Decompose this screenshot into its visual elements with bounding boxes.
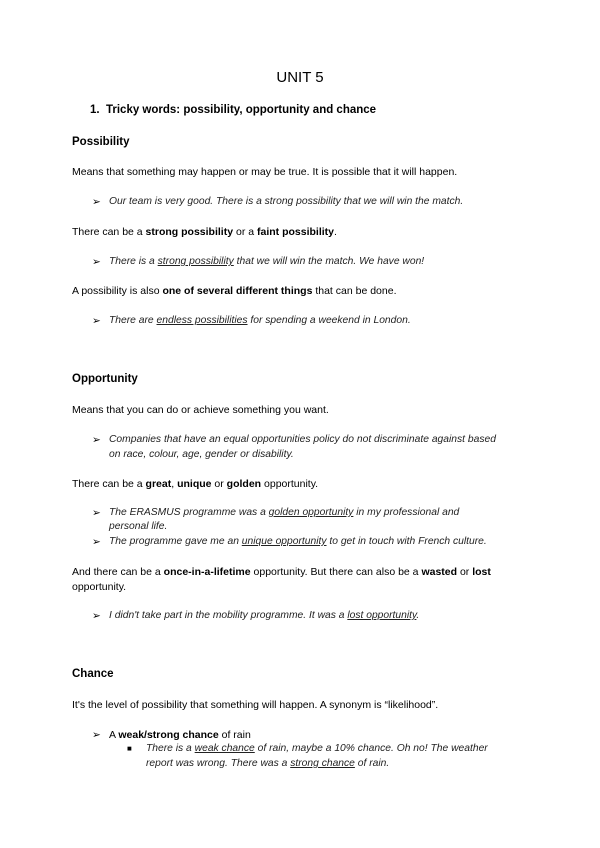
bold-term: faint possibility (257, 226, 335, 238)
text-segment: . (334, 226, 337, 238)
opportunity-example-2-line-2: personal life. (109, 521, 168, 532)
text-segment: The ERASMUS programme was a (109, 507, 269, 518)
possibility-several-things (72, 285, 397, 297)
arrow-icon: ➢ (92, 434, 101, 446)
underlined-term: strong chance (290, 758, 355, 769)
possibility-definition: Means that something may happen or may be true. It is possible that it will happen. (72, 166, 458, 178)
text-segment: And there can be a (72, 566, 164, 578)
text-segment: or (457, 566, 473, 578)
text-segment: There can be a (72, 226, 146, 238)
text-segment: , (171, 478, 178, 490)
opportunity-heading: Opportunity (72, 373, 138, 385)
text-segment: of rain. (354, 758, 390, 769)
bold-term: weak/strong chance (118, 729, 219, 741)
text-segment: or (211, 478, 227, 490)
bold-term: great (145, 478, 172, 490)
section-title: Tricky words: possibility, opportunity and chance (105, 104, 377, 116)
bold-term: strong possibility (145, 226, 234, 238)
possibility-example-3 (109, 315, 411, 326)
possibility-example-1: Our team is very good. There is a strong possibility that we will win the match. (109, 196, 464, 207)
section-number: 1. (90, 104, 100, 116)
text-segment: or a (233, 226, 257, 238)
possibility-strong-faint (72, 226, 337, 238)
underlined-term: unique opportunity (241, 536, 327, 547)
text-segment: There is a (146, 743, 195, 754)
bold-term: one of several different things (162, 285, 313, 297)
opportunity-definition: Means that you can do or achieve something you want. (72, 404, 329, 416)
underlined-term: lost opportunity (347, 610, 417, 621)
arrow-icon: ➢ (92, 315, 101, 327)
square-bullet-icon: ■ (127, 744, 132, 753)
text-segment: There is a (109, 256, 158, 267)
text-segment: There can be a (72, 478, 146, 490)
opportunity-example-4 (109, 610, 419, 621)
bold-term: golden (226, 478, 262, 490)
bold-term: wasted (421, 566, 458, 578)
text-segment: I didn't take part in the mobility programme. It was a (109, 610, 348, 621)
opportunity-once-in-a-lifetime-line-1 (72, 566, 491, 578)
text-segment: There are (109, 315, 157, 326)
text-segment: opportunity. But there can also be a (250, 566, 422, 578)
text-segment: that we will win the match. We have won! (233, 256, 425, 267)
opportunity-example-3 (109, 536, 487, 547)
section-heading (90, 104, 376, 116)
underlined-term: endless possibilities (156, 315, 248, 326)
arrow-icon: ➢ (92, 536, 101, 548)
underlined-term: strong possibility (157, 256, 234, 267)
chance-heading: Chance (72, 668, 114, 680)
text-segment: of rain, maybe a 10% chance. Oh no! The weather (254, 743, 488, 754)
chance-sub-example-line-2 (146, 758, 389, 769)
underlined-term: weak chance (194, 743, 255, 754)
arrow-icon: ➢ (92, 729, 101, 741)
chance-item (109, 729, 251, 741)
opportunity-example-2-line-1 (109, 507, 459, 518)
possibility-heading: Possibility (72, 136, 130, 148)
chance-sub-example-line-1 (146, 743, 488, 754)
text-segment: . (416, 610, 420, 621)
bold-term: unique (177, 478, 212, 490)
text-segment: that can be done. (312, 285, 397, 297)
possibility-example-2 (109, 256, 424, 267)
text-segment: of rain (218, 729, 251, 741)
text-segment: in my professional and (353, 507, 460, 518)
bold-term: once-in-a-lifetime (163, 566, 251, 578)
text-segment: for spending a weekend in London. (247, 315, 411, 326)
arrow-icon: ➢ (92, 610, 101, 622)
chance-definition: It's the level of possibility that something will happen. A synonym is “likelihood”. (72, 699, 439, 711)
opportunity-example-1-line-1: Companies that have an equal opportunities policy do not discriminate against based (109, 434, 496, 445)
text-segment: opportunity. (261, 478, 319, 490)
arrow-icon: ➢ (92, 507, 101, 519)
arrow-icon: ➢ (92, 256, 101, 268)
opportunity-once-in-a-lifetime-line-2: opportunity. (72, 581, 127, 593)
arrow-icon: ➢ (92, 196, 101, 208)
underlined-term: golden opportunity (268, 507, 354, 518)
text-segment: report was wrong. There was a (146, 758, 291, 769)
text-segment: A (109, 729, 119, 741)
bold-term: lost (472, 566, 491, 578)
opportunity-great-unique-golden (72, 478, 318, 490)
text-segment: The programme gave me an (109, 536, 242, 547)
opportunity-example-1-line-2: on race, colour, age, gender or disability. (109, 449, 294, 460)
text-segment: A possibility is also (72, 285, 163, 297)
page-title: UNIT 5 (276, 69, 324, 86)
text-segment: to get in touch with French culture. (326, 536, 487, 547)
